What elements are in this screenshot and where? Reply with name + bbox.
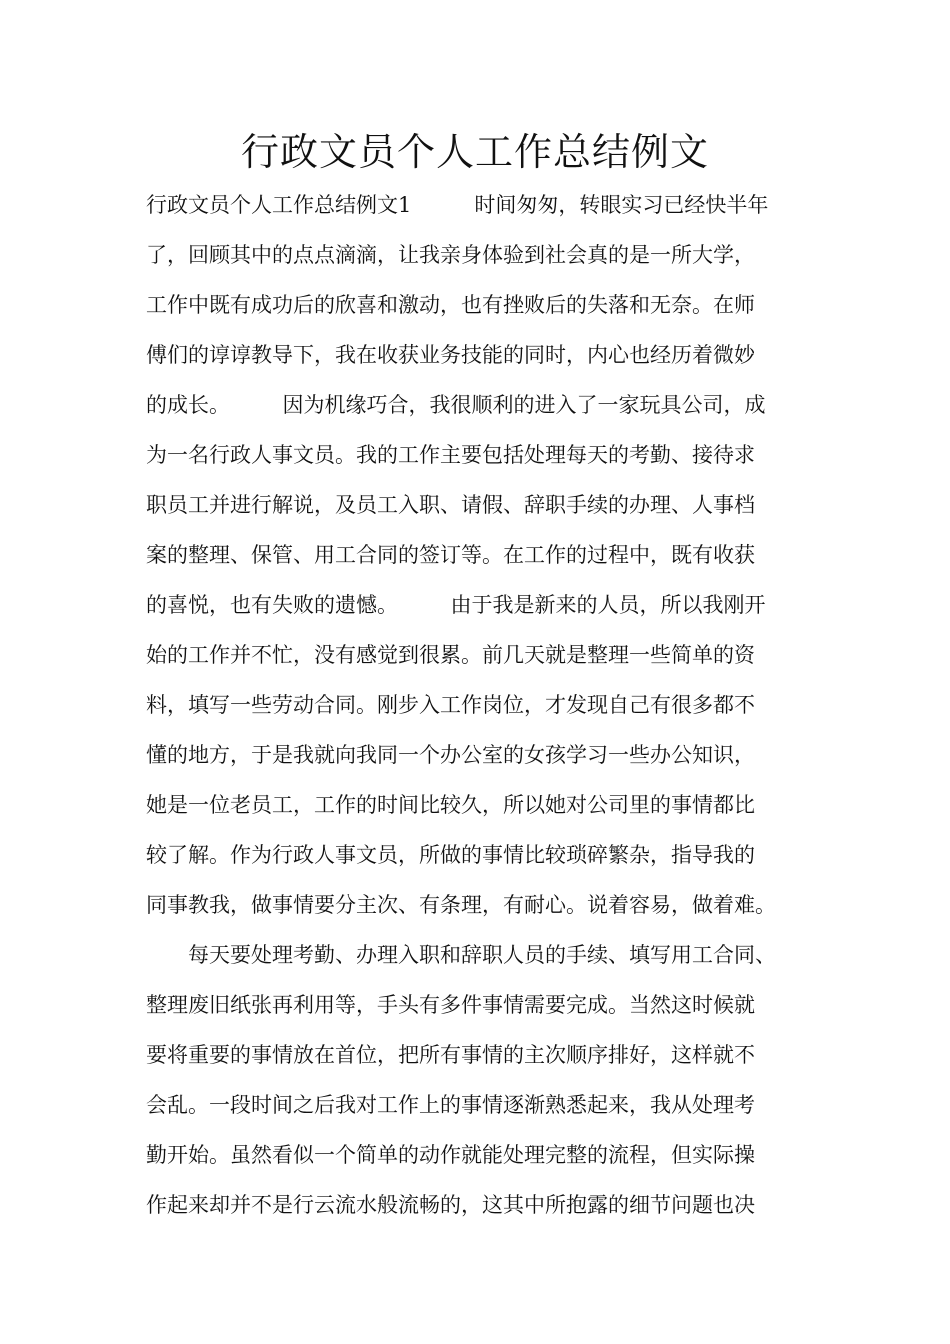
text-line: 作起来却并不是行云流水般流畅的，这其中所抱露的细节问题也决 [146,1193,755,1217]
text-line: 同事教我，做事情要分主次、有条理，有耐心。说着容易，做着难。 [146,893,776,917]
text-line: 傅们的谆谆教导下，我在收获业务技能的同时，内心也经历着微妙 [146,343,755,367]
text-line: 为一名行政人事文员。我的工作主要包括处理每天的考勤、接待求 [146,443,755,467]
text-line: 她是一位老员工，工作的时间比较久，所以她对公司里的事情都比 [146,793,755,817]
text-line: 整理废旧纸张再利用等，手头有多件事情需要完成。当然这时候就 [146,993,755,1017]
text-line: 了，回顾其中的点点滴滴，让我亲身体验到社会真的是一所大学， [146,243,755,267]
text-line: 的成长。 因为机缘巧合，我很顺利的进入了一家玩具公司，成 [146,393,766,417]
text-line: 始的工作并不忙，没有感觉到很累。前几天就是整理一些简单的资 [146,643,755,667]
document-body [146,180,836,1230]
text-line: 勤开始。虽然看似一个简单的动作就能处理完整的流程，但实际操 [146,1143,755,1167]
text-line: 懂的地方，于是我就向我同一个办公室的女孩学习一些办公知识， [146,743,755,767]
text-line: 行政文员个人工作总结例文1 时间匆匆，转眼实习已经快半年 [146,193,769,217]
text-line: 每天要处理考勤、办理入职和辞职人员的手续、填写用工合同、 [146,943,776,967]
text-line: 会乱。一段时间之后我对工作上的事情逐渐熟悉起来，我从处理考 [146,1093,755,1117]
text-line: 要将重要的事情放在首位，把所有事情的主次顺序排好，这样就不 [146,1043,755,1067]
document-title: 行政文员个人工作总结例文 [240,130,709,174]
text-line: 料，填写一些劳动合同。刚步入工作岗位，才发现自己有很多都不 [146,693,755,717]
text-line: 的喜悦，也有失败的遗憾。 由于我是新来的人员，所以我刚开 [146,593,766,617]
text-line: 较了解。作为行政人事文员，所做的事情比较琐碎繁杂，指导我的 [146,843,755,867]
text-line: 职员工并进行解说，及员工入职、请假、辞职手续的办理、人事档 [146,493,755,517]
text-line: 工作中既有成功后的欣喜和激动，也有挫败后的失落和无奈。在师 [146,293,755,317]
text-line: 案的整理、保管、用工合同的签订等。在工作的过程中，既有收获 [146,543,755,567]
